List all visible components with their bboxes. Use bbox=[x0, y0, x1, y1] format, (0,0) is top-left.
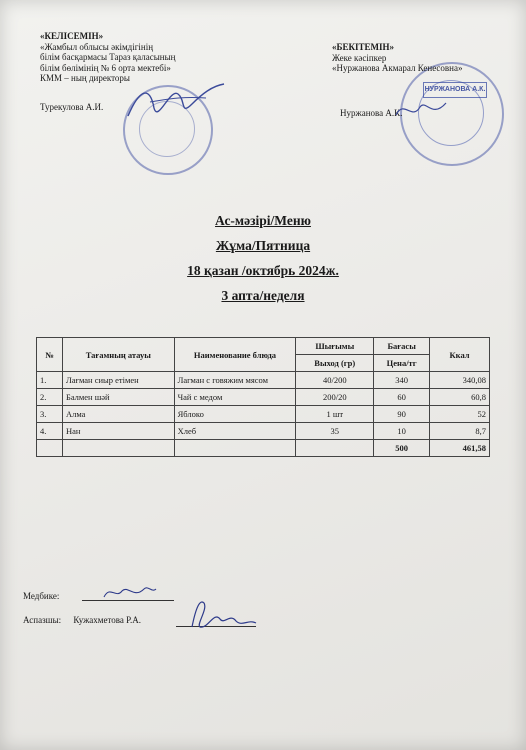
left-block-line3: білім бөлімінің № 6 орта мектебі» bbox=[40, 62, 171, 73]
header-name-kz: Тағамның атауы bbox=[62, 338, 174, 372]
right-block-title: «БЕКІТЕМІН» bbox=[332, 42, 394, 52]
cell-empty bbox=[174, 440, 296, 457]
cook-signature-line bbox=[23, 615, 141, 625]
menu-day: Жұма/Пятница bbox=[215, 238, 311, 253]
cell-portion: 200/20 bbox=[296, 389, 374, 406]
cook-name: Кужахметова Р.А. bbox=[73, 615, 142, 625]
cell-empty bbox=[62, 440, 174, 457]
menu-table bbox=[36, 337, 490, 457]
director-signature bbox=[120, 78, 230, 123]
header-kcal: Ккал bbox=[430, 338, 490, 372]
table-row bbox=[37, 372, 490, 389]
cell-name-ru: Лагман с говяжим мясом bbox=[174, 372, 296, 389]
entrepreneur-signature bbox=[392, 95, 452, 125]
cell-name-ru: Яблоко bbox=[174, 406, 296, 423]
cell-num: 2. bbox=[37, 389, 63, 406]
header-portion-ru: Выход (гр) bbox=[296, 355, 374, 372]
cell-price: 10 bbox=[374, 423, 430, 440]
stamp-name-box: НУРЖАНОВА А.К. bbox=[423, 82, 487, 98]
cell-name-ru: Чай с медом bbox=[174, 389, 296, 406]
cell-empty bbox=[296, 440, 374, 457]
left-block-line4: КММ – ның директоры bbox=[40, 73, 130, 83]
right-block-line2: «Нуржанова Акмарал Кенесовна» bbox=[332, 63, 463, 73]
cell-name-kz: Лағман сиыр етімен bbox=[62, 372, 174, 389]
cell-portion: 1 шт bbox=[296, 406, 374, 423]
left-block-line2: білім басқармасы Тараз қаласының bbox=[40, 52, 176, 62]
right-block-line1: Жеке кәсіпкер bbox=[332, 52, 387, 63]
menu-title: Ас-мәзірі/Меню bbox=[215, 213, 311, 228]
cell-name-ru: Хлеб bbox=[174, 423, 296, 440]
approval-left-block bbox=[40, 31, 175, 84]
cell-name-kz: Алма bbox=[62, 406, 174, 423]
header-num: № bbox=[37, 338, 63, 372]
table-row bbox=[37, 389, 490, 406]
menu-title-block bbox=[0, 208, 526, 308]
header-portion-kz: Шығымы bbox=[296, 338, 374, 355]
left-block-title: «КЕЛІСЕМІН» bbox=[40, 31, 104, 41]
total-price: 500 bbox=[374, 440, 430, 457]
cell-price: 340 bbox=[374, 372, 430, 389]
table-total-row bbox=[37, 440, 490, 457]
header-name-ru: Наименование блюда bbox=[174, 338, 296, 372]
cell-portion: 35 bbox=[296, 423, 374, 440]
cell-kcal: 8,7 bbox=[430, 423, 490, 440]
cell-name-kz: Балмен шәй bbox=[62, 389, 174, 406]
table-header-row bbox=[37, 338, 490, 355]
header-price-kz: Бағасы bbox=[374, 338, 430, 355]
left-block-line1: «Жамбыл облысы әкімдігінің bbox=[40, 41, 154, 52]
right-signer: Нуржанова А.К. bbox=[340, 108, 403, 118]
cell-num: 4. bbox=[37, 423, 63, 440]
cell-portion: 40/200 bbox=[296, 372, 374, 389]
cell-num: 1. bbox=[37, 372, 63, 389]
table-row bbox=[37, 423, 490, 440]
cell-empty bbox=[37, 440, 63, 457]
cook-label: Аспазшы: bbox=[23, 615, 62, 625]
cell-kcal: 52 bbox=[430, 406, 490, 423]
cell-kcal: 60,8 bbox=[430, 389, 490, 406]
cook-signature bbox=[186, 597, 260, 633]
approval-right-block bbox=[332, 42, 462, 74]
nurse-signature-line bbox=[23, 591, 59, 601]
header-price-ru: Цена/тг bbox=[374, 355, 430, 372]
cell-num: 3. bbox=[37, 406, 63, 423]
left-signer: Турекулова А.И. bbox=[40, 102, 104, 112]
cell-price: 90 bbox=[374, 406, 430, 423]
nurse-signature bbox=[100, 583, 160, 603]
menu-date: 18 қазан /октябрь 2024ж. bbox=[187, 263, 339, 278]
table-row bbox=[37, 406, 490, 423]
nurse-label: Медбике: bbox=[23, 591, 60, 601]
cell-price: 60 bbox=[374, 389, 430, 406]
total-kcal: 461,58 bbox=[430, 440, 490, 457]
menu-week: 3 апта/неделя bbox=[221, 288, 305, 303]
cell-name-kz: Нан bbox=[62, 423, 174, 440]
cell-kcal: 340,08 bbox=[430, 372, 490, 389]
